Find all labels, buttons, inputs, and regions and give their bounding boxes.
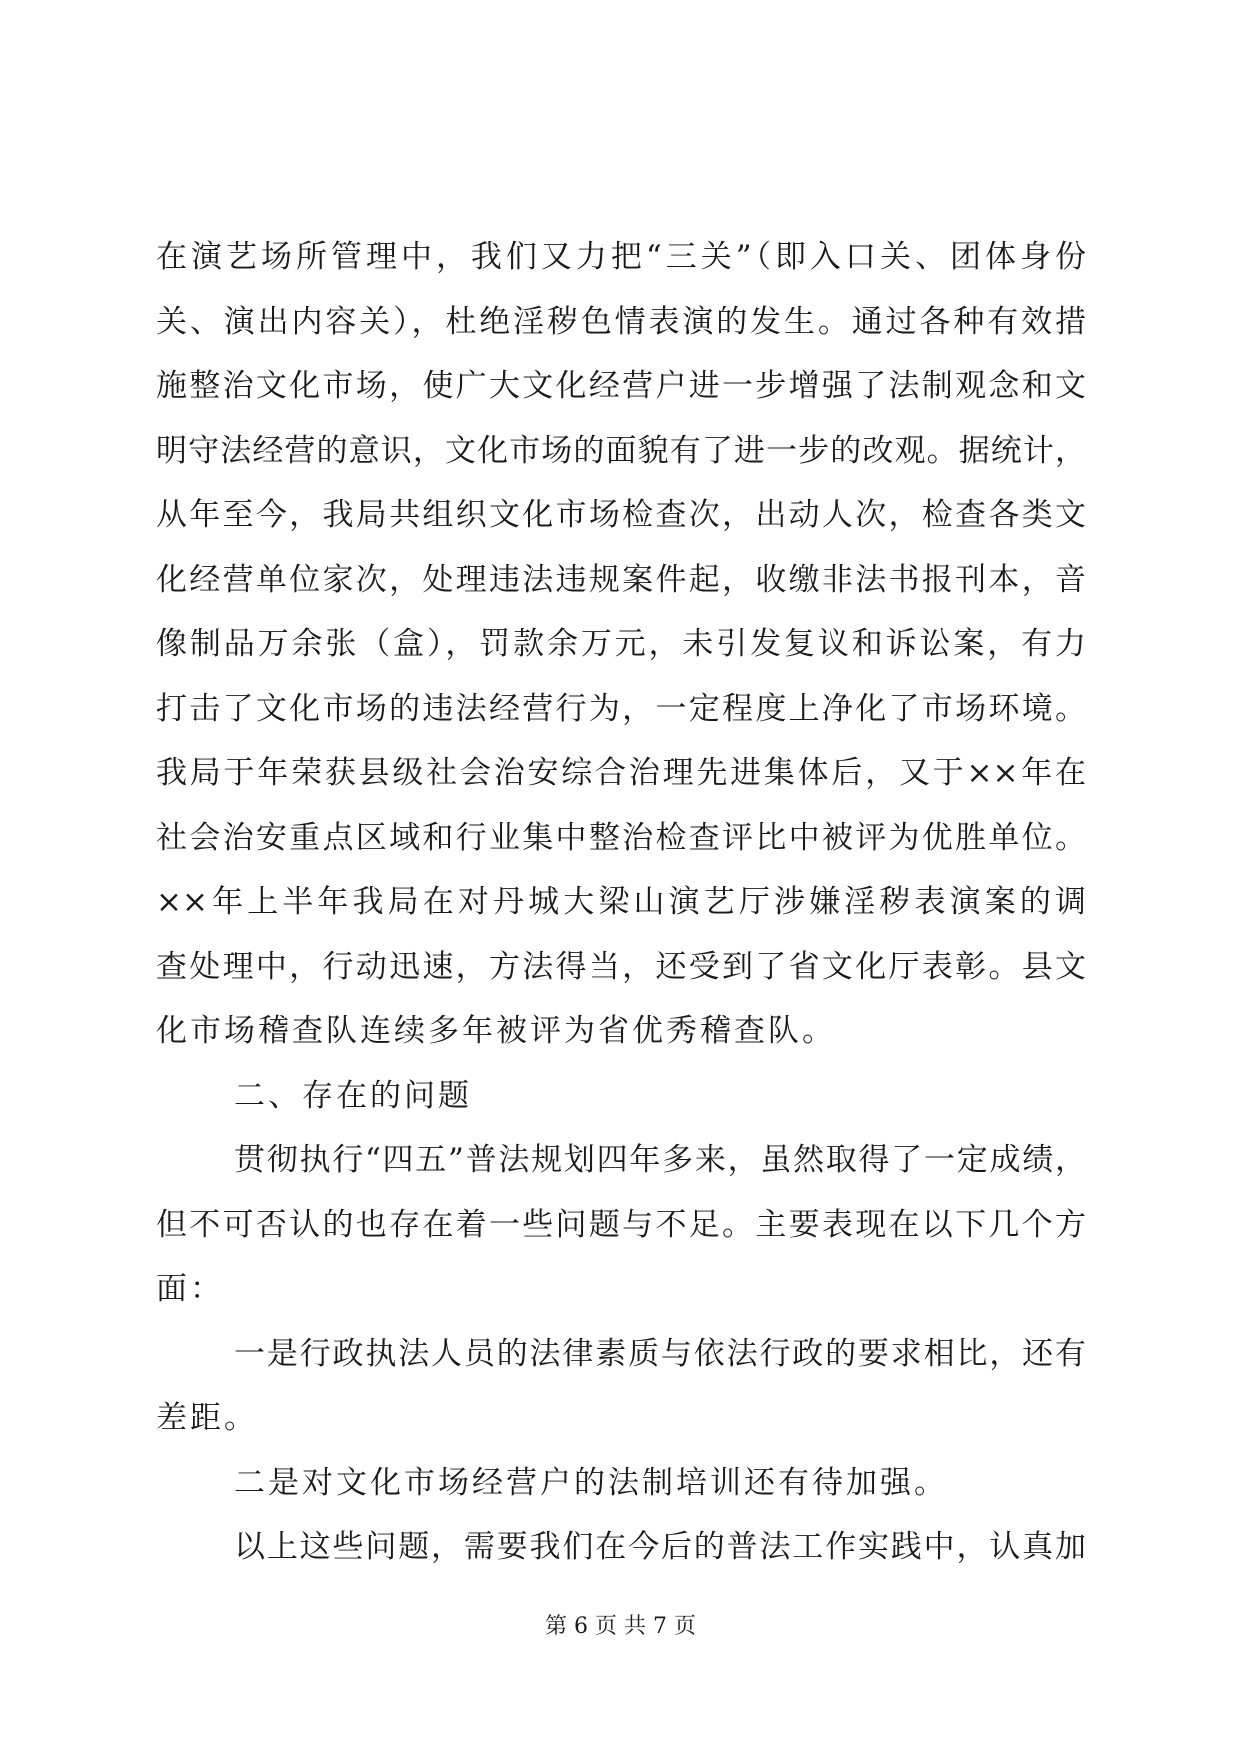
text-line: 贯彻执行“四五”普法规划四年多来，虽然取得了一定成绩， [234,1142,1086,1178]
text-line: 但不可否认的也存在着一些问题与不足。主要表现在以下几个方 [156,1206,1086,1243]
document-body [156,225,1086,1580]
text-line: 在演艺场所管理中，我们又力把“三关”（即入口关、团体身份 [156,239,1086,275]
text-line: 我局于年荣获县级社会治安综合治理先进集体后，又于××年在 [156,755,1086,791]
text-line: 社会治安重点区域和行业集中整治检查评比中被评为优胜单位。 [156,819,1086,856]
text-line: 一是行政执法人员的法律素质与依法行政的要求相比，还有 [234,1335,1086,1372]
text-line: 关、演出内容关），杜绝淫秽色情表演的发生。通过各种有效措 [156,303,1086,340]
text-line: ××年上半年我局在对丹城大梁山演艺厅涉嫌淫秽表演案的调 [156,884,1086,920]
text-line: 查处理中，行动迅速，方法得当，还受到了省文化厅表彰。县文 [156,948,1086,985]
text-line: 像制品万余张（盒），罚款余万元，未引发复议和诉讼案，有力 [156,626,1086,662]
text-line: 差距。 [156,1400,258,1436]
text-line: 明守法经营的意识，文化市场的面貌有了进一步的改观。据统计， [156,432,1086,469]
text-line: 从年至今，我局共组织文化市场检查次，出动人次，检查各类文 [156,497,1086,533]
text-line: 打击了文化市场的违法经营行为，一定程度上净化了市场环境。 [156,690,1086,727]
text-line: 施整治文化市场，使广大文化经营户进一步增强了法制观念和文 [156,368,1086,404]
text-line: 二、存在的问题 [234,1077,472,1114]
text-line: 以上这些问题，需要我们在今后的普法工作实践中，认真加 [234,1529,1086,1565]
text-line: 二是对文化市场经营户的法制培训还有待加强。 [234,1464,948,1501]
text-line: 化市场稽查队连续多年被评为省优秀稽查队。 [156,1013,836,1049]
text-line: 面： [156,1271,224,1307]
page-footer: 第 6 页 共 7 页 [545,1614,696,1639]
text-line: 化经营单位家次，处理违法违规案件起，收缴非法书报刊本，音 [156,561,1086,598]
